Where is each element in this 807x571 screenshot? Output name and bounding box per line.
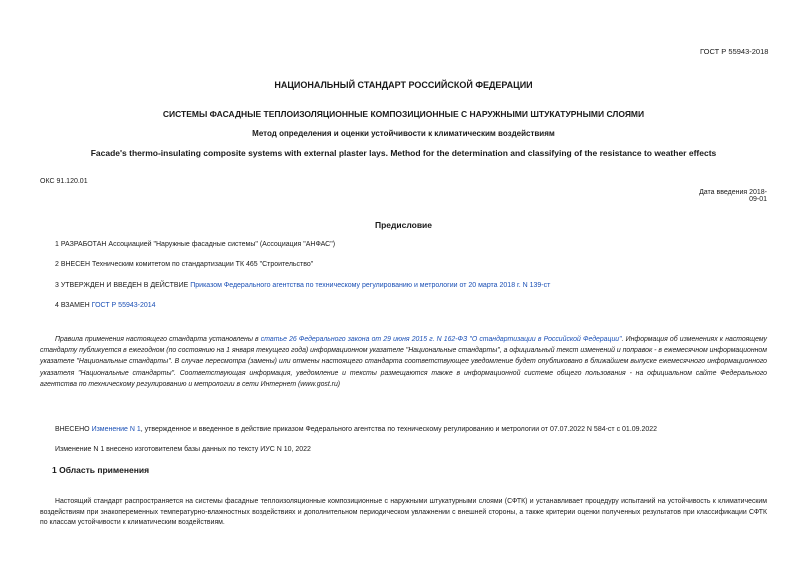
federal-law-link[interactable]: статье 26 Федерального закона от 29 июня 2015 г. N 162-ФЗ "О стандартизации в Российской Федерации" [260,336,622,343]
amendment-note [55,426,657,433]
rules-text-end: . Информация об изменениях к настоящему стандарту публикуется в ежегодном (по состоянию на 1 января текущего года) информационном указателе "Национальные стандарты", а официальный текст изменений и поправок - в ежемесячном информационном указателе "Национальные стандарты". В случае пересмотра (замены) или отмены настоящего стандарта соответствующее уведомление будет опубликовано в ближайшем выпуске ежемесячного информационного указателя "Национальные стандарты". Соответствующая информация, уведомление и тексты размещаются также в информационной системе общего пользования - на официальном сайте Федерального агентства по техническому регулированию и метрологии в сети Интернет (www.gost.ru) [40,336,768,388]
preface-item-developed: 1 РАЗРАБОТАН Ассоциацией "Наружные фасадные системы" (Ассоциация "АНФАС") [55,241,336,248]
standard-subtitle-ru: Метод определения и оценки устойчивости к климатическим воздействиям [252,129,555,138]
standard-title-en: Facade's thermo-insulating composite systems with external plaster lays. Method for the determination and classifying of the resistance to weather effects [90,148,717,158]
section-heading-scope: 1 Область применения [52,465,150,475]
order-link[interactable]: Приказом Федерального агентства по техническому регулированию и метрологии от 20 марта 2018 г. N 139-ст [190,282,551,289]
amendment-note-suffix: , утвержденное и введенное в действие приказом Федерального агентства по техническому регулированию и метрологии от 07.07.2022 N 584-ст с 01.09.2022 [140,426,658,433]
application-rules-paragraph [40,334,767,390]
amendment-note-prefix: ВНЕСЕНО [55,426,92,433]
preface-item-approved-label: 3 УТВЕРЖДЕН И ВВЕДЕН В ДЕЙСТВИЕ [55,282,191,289]
document-code: ГОСТ Р 55943-2018 [700,47,769,56]
rules-text-start: Правила применения настоящего стандарта установлены в [55,336,261,343]
preface-heading: Предисловие [374,220,433,230]
standard-title-ru: СИСТЕМЫ ФАСАДНЫЕ ТЕПЛОИЗОЛЯЦИОННЫЕ КОМПОЗИЦИОННЫЕ С НАРУЖНЫМИ ШТУКАТУРНЫМИ СЛОЯМИ [162,109,645,119]
preface-item-submitted: 2 ВНЕСЕН Техническим комитетом по стандартизации ТК 465 "Строительство" [55,261,314,268]
preface-item-replaces-label: 4 ВЗАМЕН [55,302,92,309]
introduction-date: Дата введения 2018-09-01 [699,189,767,203]
standard-type-heading: НАЦИОНАЛЬНЫЙ СТАНДАРТ РОССИЙСКОЙ ФЕДЕРАЦИИ [274,80,533,90]
preface-item-replaces [55,302,156,309]
scope-paragraph: Настоящий стандарт распространяется на системы фасадные теплоизоляционные композиционные с наружными штукатурными слоями (СФТК) и устанавливает процедуру испытаний на устойчивость к климатическим воздействиям при знакопеременных температурно-влажностных воздействиях и дополнительном периодическом увлажнении с внешней стороны, а также критерии оценки полученных результатов при классификации СФТК по классам устойчивости к климатическим воздействиям. [40,498,767,526]
preface-item-approved [55,282,550,289]
replaced-standard-link[interactable]: ГОСТ Р 55943-2014 [91,302,156,309]
oks-code: ОКС 91.120.01 [40,178,88,185]
amendment-source-note: Изменение N 1 внесено изготовителем базы данных по тексту ИУС N 10, 2022 [55,446,311,453]
amendment-link[interactable]: Изменение N 1 [91,426,141,433]
